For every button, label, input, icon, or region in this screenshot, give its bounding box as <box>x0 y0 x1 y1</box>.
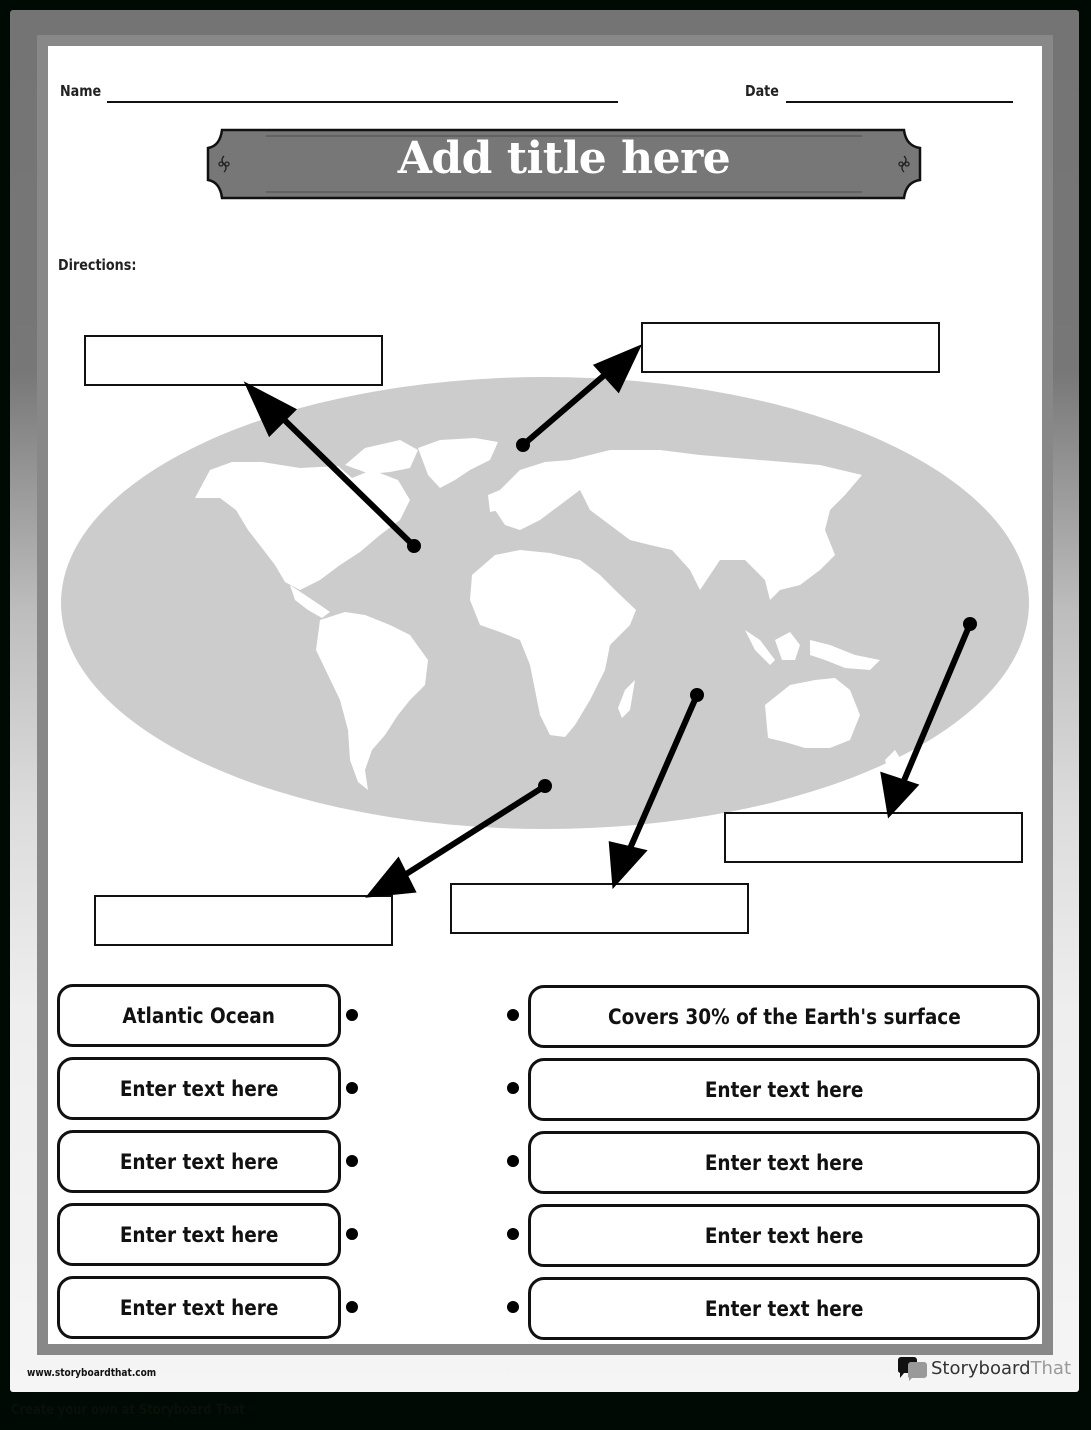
match-dot-right-icon[interactable] <box>507 1155 519 1167</box>
match-right-text: Enter text here <box>704 1296 864 1321</box>
match-dot-right-icon[interactable] <box>507 1301 519 1313</box>
match-dot-left-icon[interactable] <box>346 1228 358 1240</box>
match-left-4[interactable] <box>57 1203 341 1266</box>
footer-url[interactable]: www.storyboardthat.com <box>27 1366 157 1379</box>
match-right-5[interactable] <box>528 1277 1040 1340</box>
brand-main: Storyboard <box>931 1357 1031 1379</box>
match-right-text: Covers 30% of the Earth's surface <box>607 1004 961 1029</box>
match-right-2[interactable] <box>528 1058 1040 1121</box>
create-your-own-caption[interactable]: Create your own at Storyboard That <box>11 1402 245 1418</box>
match-dot-right-icon[interactable] <box>507 1009 519 1021</box>
match-right-4[interactable] <box>528 1204 1040 1267</box>
map-label-box-bottom-left[interactable] <box>94 895 393 946</box>
match-right-text: Enter text here <box>704 1077 864 1102</box>
match-left-1[interactable] <box>57 984 341 1047</box>
match-left-2[interactable] <box>57 1057 341 1120</box>
worksheet-title[interactable]: Add title here <box>397 133 731 184</box>
storyboardthat-logo[interactable] <box>896 1355 1071 1381</box>
match-dot-right-icon[interactable] <box>507 1082 519 1094</box>
match-dot-left-icon[interactable] <box>346 1009 358 1021</box>
match-dot-right-icon[interactable] <box>507 1228 519 1240</box>
match-right-3[interactable] <box>528 1131 1040 1194</box>
directions-label: Directions: <box>58 256 137 274</box>
match-left-text: Enter text here <box>119 1149 279 1174</box>
speech-bubbles-icon <box>896 1355 928 1381</box>
date-label: Date <box>745 82 779 100</box>
match-dot-left-icon[interactable] <box>346 1301 358 1313</box>
match-dot-left-icon[interactable] <box>346 1082 358 1094</box>
match-right-1[interactable] <box>528 985 1040 1048</box>
map-label-box-top-left[interactable] <box>84 335 383 386</box>
match-left-text: Enter text here <box>119 1222 279 1247</box>
name-label: Name <box>60 82 102 100</box>
match-left-text: Enter text here <box>119 1076 279 1101</box>
match-left-3[interactable] <box>57 1130 341 1193</box>
map-label-box-top-right[interactable] <box>641 322 940 373</box>
match-left-text: Enter text here <box>119 1295 279 1320</box>
brand-suffix: That <box>1030 1357 1072 1379</box>
match-right-text: Enter text here <box>704 1150 864 1175</box>
map-label-box-right[interactable] <box>724 812 1023 863</box>
match-right-text: Enter text here <box>704 1223 864 1248</box>
match-left-text: Atlantic Ocean <box>122 1003 276 1028</box>
match-left-5[interactable] <box>57 1276 341 1339</box>
match-dot-left-icon[interactable] <box>346 1155 358 1167</box>
map-label-box-bottom-middle[interactable] <box>450 883 749 934</box>
